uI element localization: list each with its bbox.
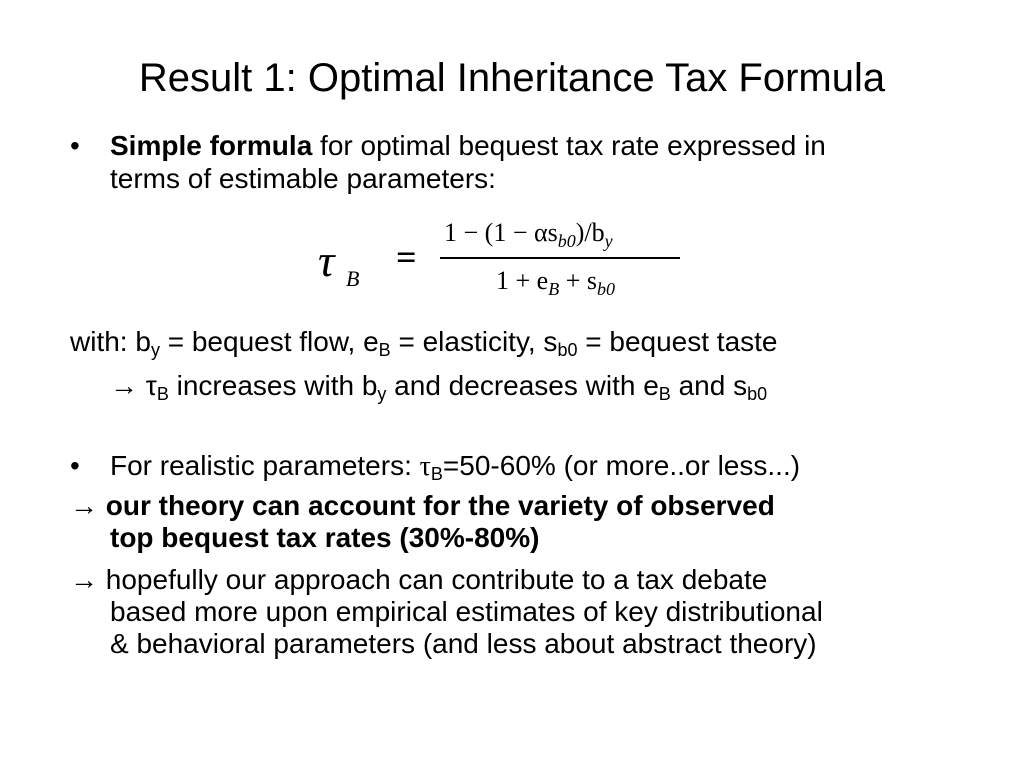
approach-line1: → hopefully our approach can contribute to a tax debate (70, 564, 768, 595)
formula-numerator: $1 - (1 - \alpha s_{b0})/b_y$ (444, 218, 613, 251)
formula-lhs: τ (318, 235, 335, 286)
comparative-statics: → $\tau_B$ increases with $b_y$ and decreases with $e_B$ and $s_{b0}$ (110, 370, 768, 404)
formula-lhs-sub: B (346, 266, 360, 291)
slide-title: Result 1: Optimal Inheritance Tax Formula (138, 56, 886, 100)
realistic-parameters: For realistic parameters: $\tau_B=50-60\%$ (or more..or less...) (110, 450, 801, 484)
approach-line3: & behavioral parameters (and less about abstract theory) (110, 628, 817, 659)
bullet-marker: • (70, 130, 80, 161)
bullet-marker: • (70, 450, 80, 481)
theory-accounts-line2: top bequest tax rates (30%-80%) (110, 522, 540, 553)
bullet1-bold: Simple formula (110, 130, 313, 161)
parameter-definitions: with: $b_y$ = bequest flow, $e_B$ = elasticity, $s_{b0}$ = bequest taste (70, 326, 778, 360)
theory-accounts-line1: → our theory can account for the variety of observed (70, 490, 775, 521)
approach-line2: based more upon empirical estimates of key distributional (110, 596, 823, 627)
formula-denominator: $1 + e_B + s_{b0}$ (496, 266, 615, 299)
bullet1-rest: for optimal bequest tax rate expressed in (312, 130, 826, 161)
fraction-bar (440, 257, 680, 259)
optimal-tax-formula (316, 214, 696, 310)
bullet1-line2: terms of estimable parameters: (110, 163, 496, 194)
formula-equals: = (396, 237, 417, 277)
bullet1-line1 (110, 130, 826, 162)
